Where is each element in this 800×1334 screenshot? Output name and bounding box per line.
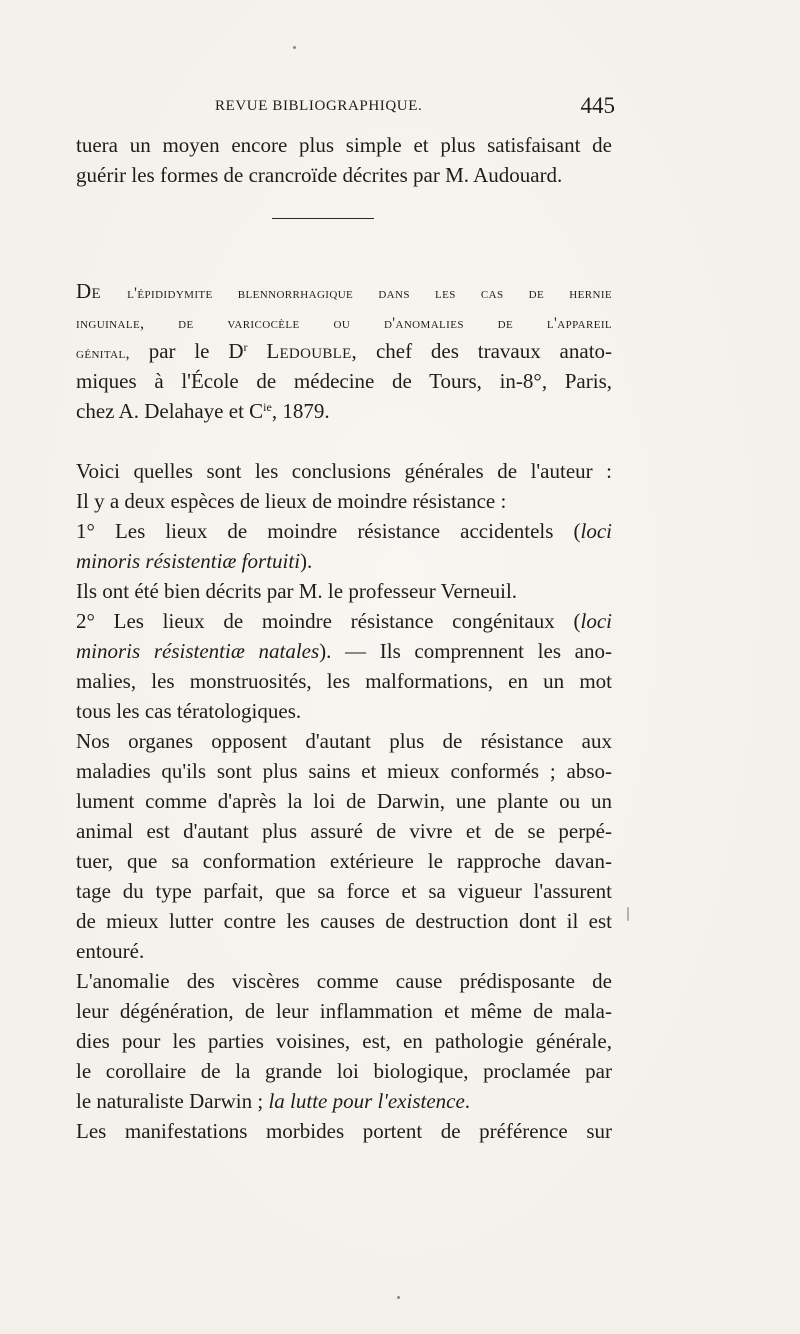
text-line — [76, 546, 612, 576]
text-span: ). — [300, 549, 313, 573]
title-text: , 1879. — [271, 399, 330, 423]
title-line — [76, 336, 612, 366]
title-lead: De — [76, 279, 101, 303]
text-line: Il y a deux espèces de lieux de moindre résistance : — [76, 489, 507, 513]
page-number: 445 — [580, 93, 615, 118]
author-name: Ledouble, — [266, 339, 358, 363]
text-span: 2° Les lieux de moindre résistance congénitaux ( — [76, 609, 581, 633]
text-line: de mieux lutter contre les causes de destruction dont il est — [76, 909, 612, 933]
text-line: malies, les monstruosités, les malformations, en un mot — [76, 669, 612, 693]
running-head: REVUE BIBLIOGRAPHIQUE. — [215, 98, 423, 114]
title-text: l'épididymite blennorrhagique dans les cas de hernie — [127, 285, 612, 302]
section-divider — [272, 218, 374, 219]
text-line: guérir les formes de crancroïde décrites par M. Audouard. — [76, 163, 563, 187]
text-line — [76, 636, 612, 666]
title-line — [76, 396, 612, 426]
title-text: génital, — [76, 345, 130, 362]
text-line: tuer, que sa conformation extérieure le rapproche davan- — [76, 849, 612, 873]
text-line: tous les cas tératologiques. — [76, 699, 302, 723]
paper-speck — [293, 46, 296, 49]
text-line: Voici quelles sont les conclusions générales de l'auteur : — [76, 459, 612, 483]
text-span: ). — Ils comprennent les ano- — [319, 639, 612, 663]
title-text: chez A. Delahaye et C — [76, 399, 264, 423]
text-line: tuera un moyen encore plus simple et plus satisfaisant de — [76, 133, 612, 157]
paper-speck — [627, 907, 629, 921]
article-title — [76, 276, 612, 426]
italic-text: la lutte pour l'existence — [268, 1089, 465, 1113]
text-line: tage du type parfait, que sa force et sa vigueur l'assurent — [76, 879, 612, 903]
title-line — [76, 306, 612, 336]
text-span: 1° Les lieux de moindre résistance accidentels ( — [76, 519, 581, 543]
italic-text: minoris résistentiæ natales — [76, 639, 320, 663]
text-line: Les manifestations morbides portent de préférence sur — [76, 1119, 612, 1143]
text-line: Ils ont été bien décrits par M. le professeur Verneuil. — [76, 579, 518, 603]
text-line — [76, 606, 612, 636]
text-line: L'anomalie des viscères comme cause prédisposante de — [76, 969, 612, 993]
title-line: miques à l'École de médecine de Tours, in-8°, Paris, — [76, 369, 612, 393]
text-span: . — [464, 1089, 471, 1113]
title-superscript: ie — [263, 400, 272, 414]
text-line: dies pour les parties voisines, est, en pathologie générale, — [76, 1029, 612, 1053]
italic-text: minoris résistentiæ fortuiti — [76, 549, 301, 573]
text-line: maladies qu'ils sont plus sains et mieux conformés ; abso- — [76, 759, 612, 783]
text-line — [76, 516, 612, 546]
text-span: le naturaliste Darwin ; — [76, 1089, 269, 1113]
italic-text: loci — [580, 519, 612, 543]
italic-text: loci — [580, 609, 612, 633]
paper-speck — [397, 1296, 400, 1299]
text-line: Nos organes opposent d'autant plus de résistance aux — [76, 729, 612, 753]
text-line: animal est d'autant plus assuré de vivre et de se perpé- — [76, 819, 612, 843]
page-header — [215, 93, 615, 120]
title-text: inguinale, de varicocèle ou d'anomalies de l'appareil — [76, 315, 612, 332]
text-line: le corollaire de la grande loi biologique, proclamée par — [76, 1059, 612, 1083]
intro-paragraph — [76, 130, 612, 190]
title-superscript: r — [243, 340, 248, 354]
title-text: chef des travaux anato- — [375, 339, 613, 363]
text-line: entouré. — [76, 939, 145, 963]
text-line: lument comme d'après la loi de Darwin, une plante ou un — [76, 789, 612, 813]
title-text: par le D — [148, 339, 244, 363]
article-body — [76, 456, 612, 1146]
text-line — [76, 1086, 612, 1116]
text-line: leur dégénération, de leur inflammation et même de mala- — [76, 999, 612, 1023]
title-line — [76, 276, 612, 306]
